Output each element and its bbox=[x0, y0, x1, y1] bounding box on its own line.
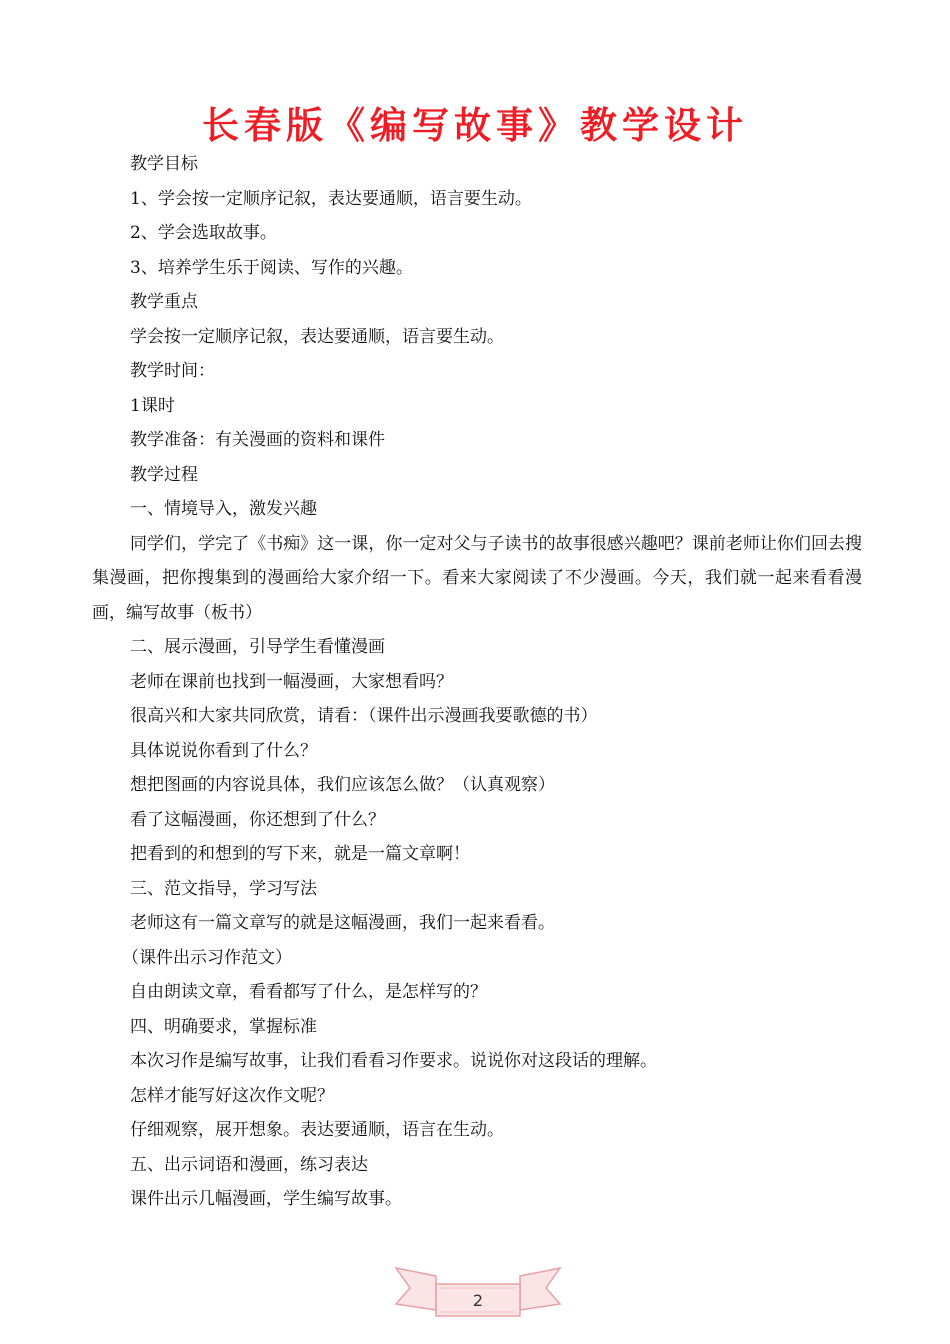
paragraph: 五、出示词语和漫画，练习表达 bbox=[130, 1154, 368, 1175]
paragraph: 同学们，学完了《书痴》这一课，你一定对父与子读书的故事很感兴趣吧？课前老师让你们回去搜集漫画，把你搜集到的漫画给大家介绍一下。看来大家阅读了不少漫画。今天，我们就一起来看看漫画，编写故事（板书） bbox=[92, 533, 862, 623]
paragraph: 教学过程 bbox=[130, 464, 198, 485]
paragraph: 把看到的和想到的写下来，就是一篇文章啊！ bbox=[130, 844, 470, 864]
paragraph: 老师在课前也找到一幅漫画，大家想看吗？ bbox=[130, 671, 453, 692]
document-body bbox=[92, 147, 862, 1217]
paragraph: 怎样才能写好这次作文呢？ bbox=[130, 1085, 334, 1106]
paragraph: 仔细观察，展开想象。表达要通顺，语言在生动。 bbox=[130, 1120, 504, 1140]
paragraph: 课件出示几幅漫画，学生编写故事。 bbox=[130, 1189, 402, 1209]
page-footer bbox=[388, 1258, 568, 1328]
document-title: 长春版《编写故事》教学设计 bbox=[202, 104, 748, 147]
paragraph: 二、展示漫画，引导学生看懂漫画 bbox=[130, 637, 385, 657]
paragraph: 自由朗读文章，看看都写了什么，是怎样写的？ bbox=[130, 982, 487, 1002]
paragraph: 1课时 bbox=[130, 395, 175, 416]
paragraph: 教学时间： bbox=[130, 361, 215, 381]
paragraph: 想把图画的内容说具体，我们应该怎么做？（认真观察） bbox=[130, 775, 555, 795]
paragraph: 一、情境导入，激发兴趣 bbox=[130, 499, 317, 519]
paragraph: 3、培养学生乐于阅读、写作的兴趣。 bbox=[130, 257, 413, 278]
paragraph: 2、学会选取故事。 bbox=[130, 223, 277, 243]
paragraph: 学会按一定顺序记叙，表达要通顺，语言要生动。 bbox=[130, 326, 504, 347]
paragraph: 三、范文指导，学习写法 bbox=[130, 878, 317, 899]
paragraph: （课件出示习作范文） bbox=[122, 947, 292, 968]
paragraph: 具体说说你看到了什么？ bbox=[130, 740, 317, 761]
paragraph: 教学目标 bbox=[130, 154, 198, 174]
paragraph: 本次习作是编写故事，让我们看看习作要求。说说你对这段话的理解。 bbox=[130, 1051, 657, 1071]
paragraph: 教学重点 bbox=[130, 292, 198, 312]
paragraph: 看了这幅漫画，你还想到了什么？ bbox=[130, 809, 385, 830]
paragraph: 老师这有一篇文章写的就是这幅漫画，我们一起来看看。 bbox=[130, 913, 555, 933]
paragraph: 1、学会按一定顺序记叙，表达要通顺，语言要生动。 bbox=[130, 188, 532, 209]
paragraph: 教学准备：有关漫画的资料和课件 bbox=[130, 430, 385, 450]
paragraph: 很高兴和大家共同欣赏，请看：（课件出示漫画我要歌德的书） bbox=[130, 706, 598, 726]
page-number: 2 bbox=[472, 1291, 484, 1310]
paragraph: 四、明确要求，掌握标准 bbox=[130, 1016, 317, 1037]
